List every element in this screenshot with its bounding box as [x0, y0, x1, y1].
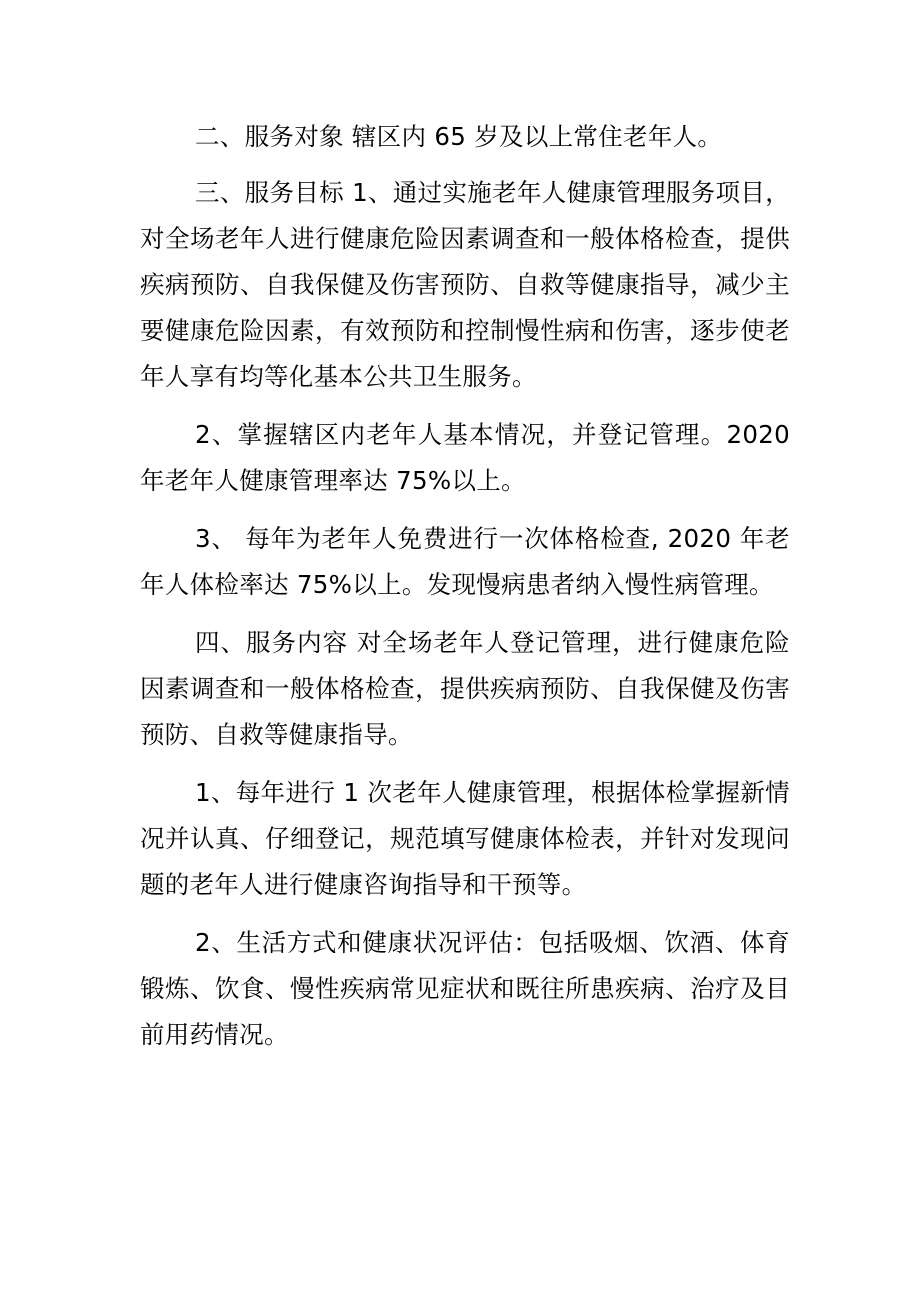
paragraph-content-1: 1、每年进行 1 次老年人健康管理，根据体检掌握新情况并认真、仔细登记，规范填写健康体检表，并针对发现问题的老年人进行健康咨询指导和干预等。: [140, 778, 790, 899]
paragraph-service-target: 二、服务对象 辖区内 65 岁及以上常住老年人。: [195, 122, 723, 151]
paragraph-goal-3: 3、 每年为老年人免费进行一次体格检查, 2020 年老年人体检率达 75%以上。发现慢病患者纳入慢性病管理。: [140, 524, 790, 599]
paragraph-content-2: 2、生活方式和健康状况评估：包括吸烟、饮酒、体育锻炼、饮食、慢性疾病常见症状和既往所患疾病、治疗及目前用药情况。: [140, 928, 790, 1049]
paragraph-service-goal: 三、服务目标 1、通过实施老年人健康管理服务项目，对全场老年人进行健康危险因素调查和一般体格检查，提供疾病预防、自我保健及伤害预防、自救等健康指导，减少主要健康危险因素，有效预防和控制慢性病和伤害，逐步使老年人享有均等化基本公共卫生服务。: [140, 178, 790, 391]
paragraph-service-content: 四、服务内容 对全场老年人登记管理，进行健康危险因素调查和一般体格检查，提供疾病预防、自我保健及伤害预防、自救等健康指导。: [140, 628, 790, 749]
document-page: [140, 114, 790, 1070]
paragraph-goal-2: 2、掌握辖区内老年人基本情况，并登记管理。2020 年老年人健康管理率达 75%以上。: [140, 420, 790, 495]
